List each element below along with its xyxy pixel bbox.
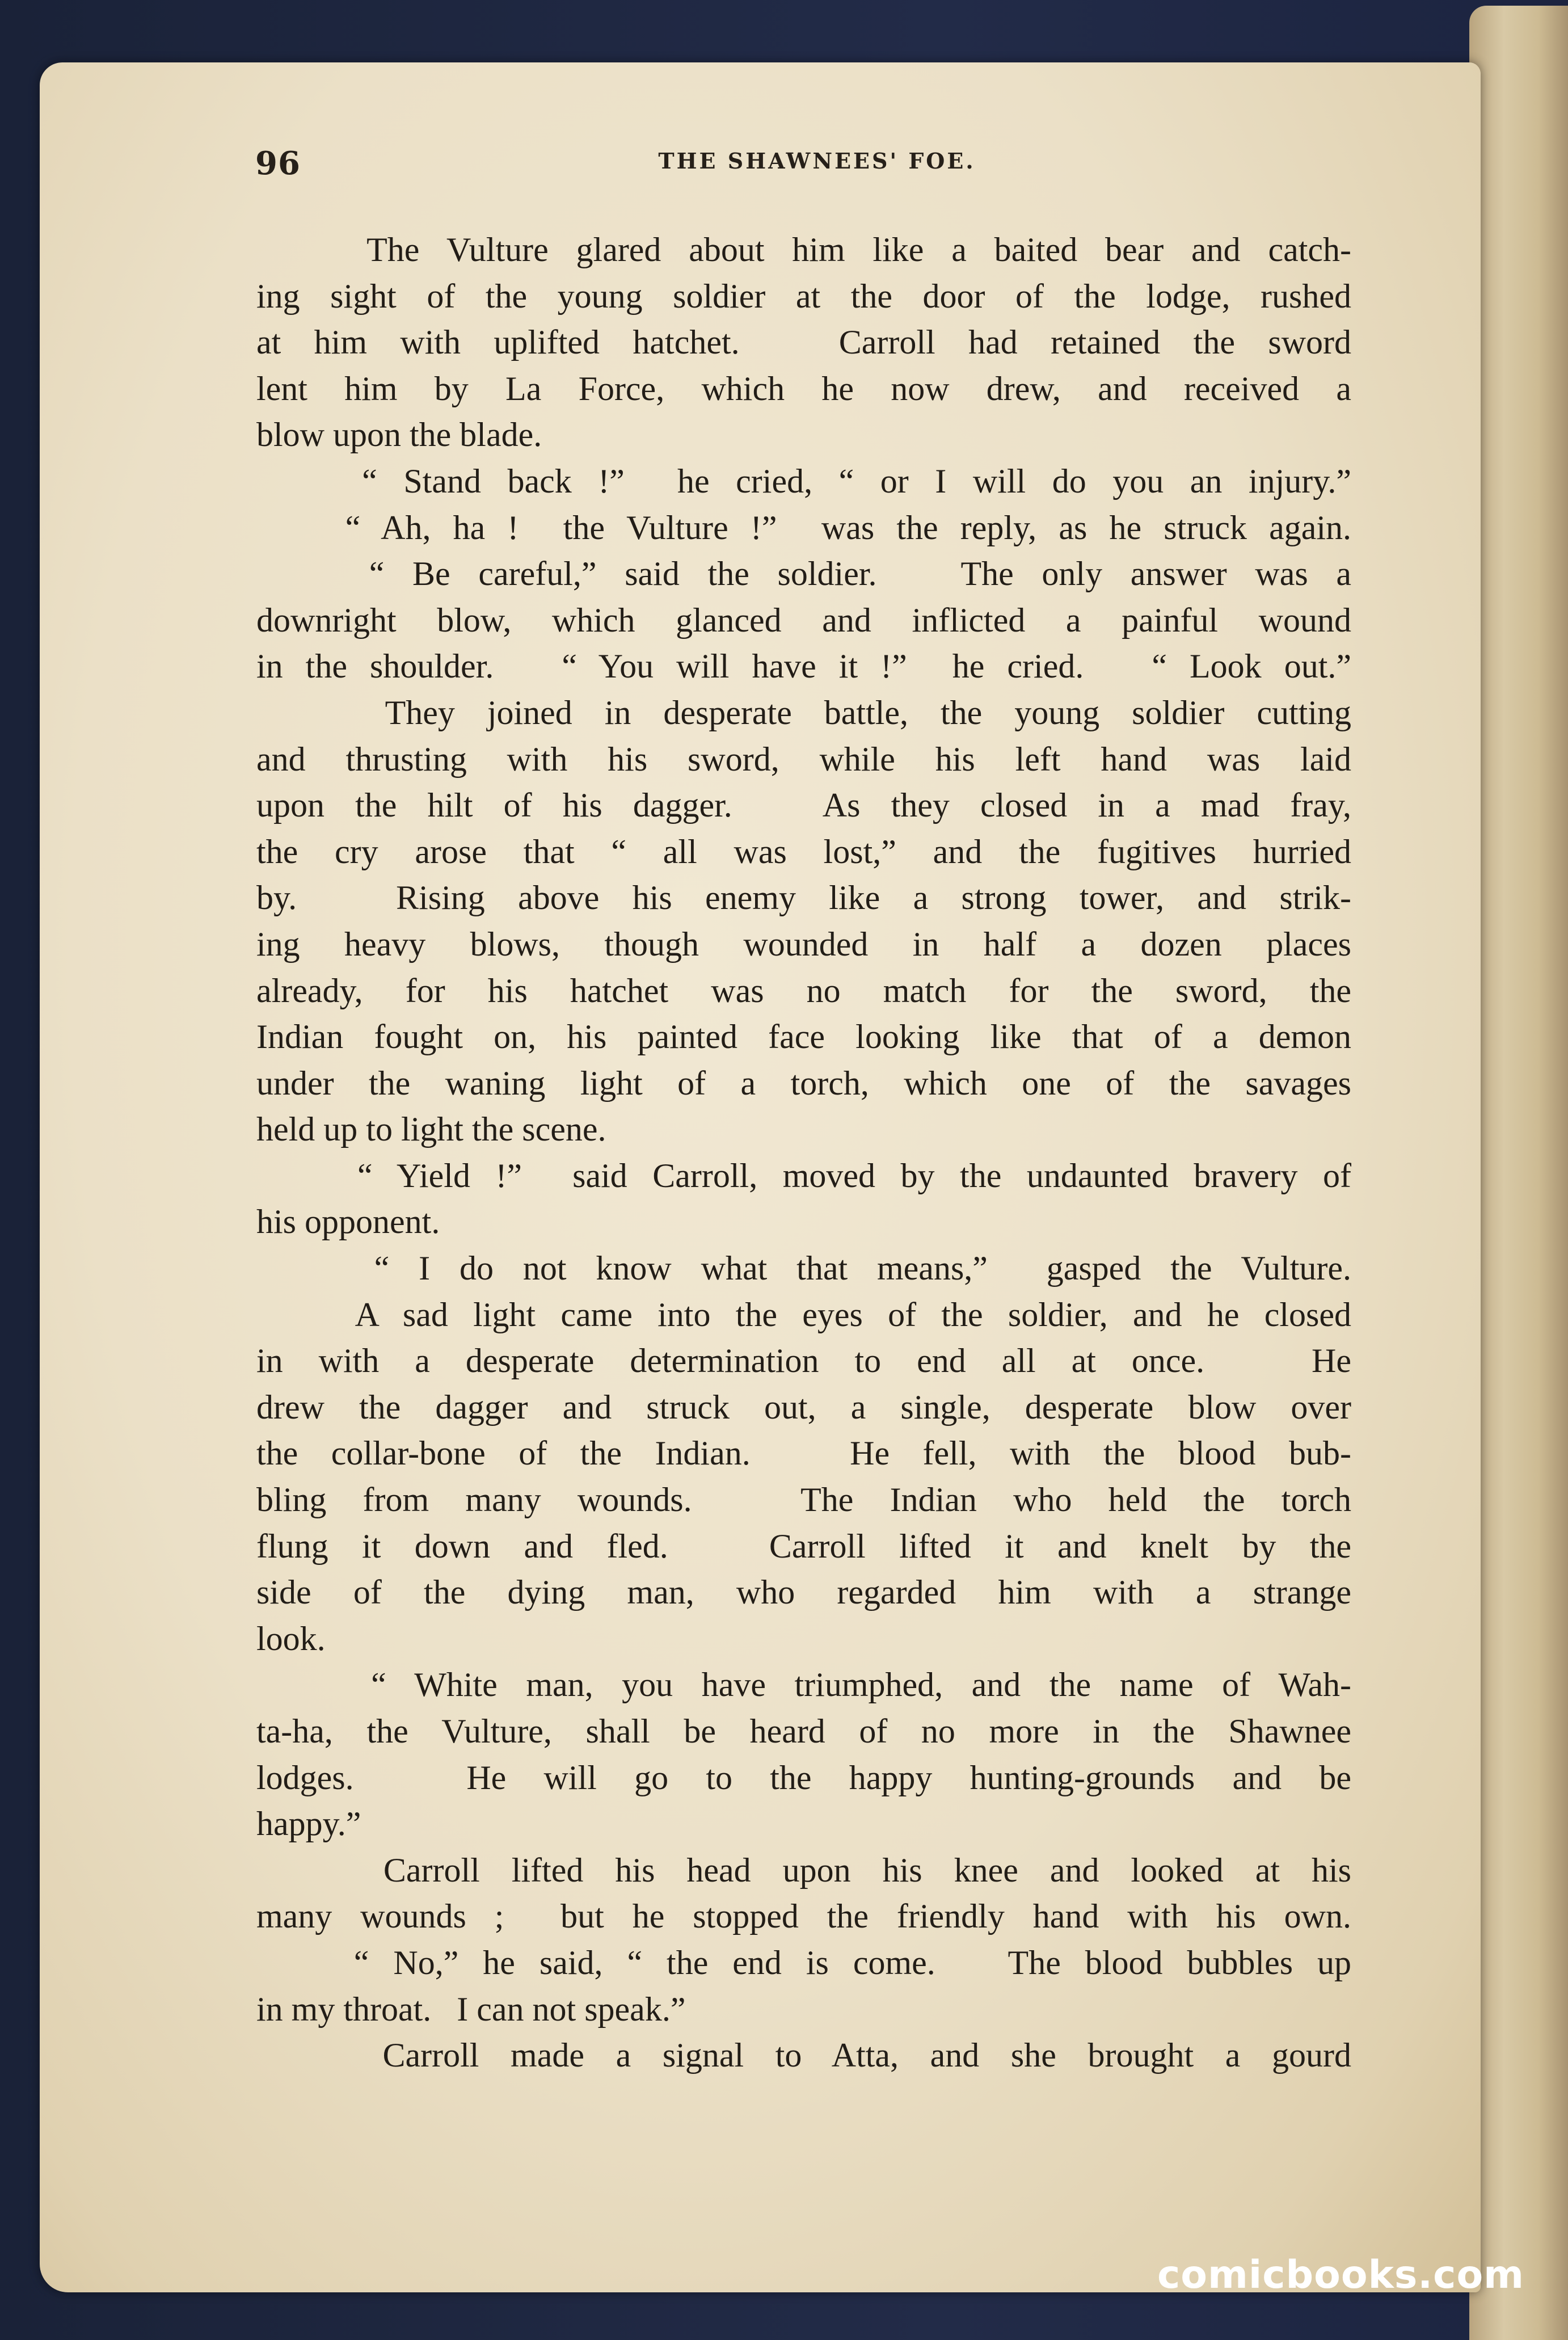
text-line: his opponent. [256,1203,440,1241]
text-line: in the shoulder. “ You will have it !” he cried. “ Look out.” [256,647,1351,685]
text-line: ing heavy blows, though wounded in half a dozen places [256,925,1351,963]
text-line: The Vulture glared about him like a baited bear and catch- [256,231,1351,268]
text-line: held up to light the scene. [256,1110,606,1148]
text-line: many wounds ; but he stopped the friendly hand with his own. [256,1897,1351,1935]
text-line: ta-ha, the Vulture, shall be heard of no more in the Shawnee [256,1712,1351,1750]
text-line: in with a desperate determination to end all at once. He [256,1342,1351,1380]
text-line: look. [256,1619,326,1657]
text-line: already, for his hatchet was no match for the sword, the [256,971,1351,1009]
text-line: flung it down and fled. Carroll lifted it and knelt by the [256,1527,1351,1565]
text-line: blow upon the blade. [256,416,542,454]
text-line: side of the dying man, who regarded him with a strange [256,1573,1351,1611]
text-line: under the waning light of a torch, which one of the savages [256,1064,1351,1102]
running-title: THE SHAWNEES' FOE. [658,148,976,174]
text-line: the cry arose that “ all was lost,” and the fugitives hurried [256,832,1351,870]
text-line: lodges. He will go to the happy hunting-grounds and be [256,1758,1351,1796]
text-line: “ Be careful,” said the soldier. The only answer was a [256,555,1351,593]
text-line: at him with uplifted hatchet. Carroll had retained the sword [256,323,1351,361]
text-line: “ I do not know what that means,” gasped the Vulture. [256,1249,1351,1287]
page-header [255,145,1379,184]
text-line: They joined in desperate battle, the young soldier cutting [256,693,1351,731]
text-line: bling from many wounds. The Indian who held the torch [256,1481,1351,1519]
text-line: “ Ah, ha ! the Vulture !” was the reply, as he struck again. [256,508,1351,546]
page-number: 96 [255,145,301,182]
text-line: “ Yield !” said Carroll, moved by the undaunted bravery of [256,1156,1351,1194]
text-line: Carroll made a signal to Atta, and she brought a gourd [256,2036,1351,2074]
text-line: Carroll lifted his head upon his knee and looked at his [256,1851,1351,1889]
text-line: upon the hilt of his dagger. As they closed in a mad fray, [256,786,1351,824]
text-line: A sad light came into the eyes of the soldier, and he closed [256,1295,1351,1333]
text-line: downright blow, which glanced and inflicted a painful wound [256,601,1351,639]
text-line: by. Rising above his enemy like a strong tower, and strik- [256,879,1351,917]
text-line: ing sight of the young soldier at the door of the lodge, rushed [256,277,1351,315]
text-line: “ No,” he said, “ the end is come. The blood bubbles up [256,1943,1351,1981]
text-line: happy.” [256,1805,361,1843]
text-line: lent him by La Force, which he now drew, and received a [256,369,1351,407]
text-line: in my throat. I can not speak.” [256,1990,686,2028]
text-line: and thrusting with his sword, while his left hand was laid [256,740,1351,778]
text-line: “ White man, you have triumphed, and the name of Wah- [256,1666,1351,1704]
text-line: Indian fought on, his painted face looking like that of a demon [256,1018,1351,1056]
body-text [256,227,1351,2079]
watermark: comicbooks.com [1157,2253,1525,2297]
text-line: “ Stand back !” he cried, “ or I will do you an injury.” [256,462,1351,500]
text-line: drew the dagger and struck out, a single, desperate blow over [256,1388,1351,1426]
next-page-edge [1469,6,1568,2340]
text-line: the collar-bone of the Indian. He fell, with the blood bub- [256,1434,1351,1472]
